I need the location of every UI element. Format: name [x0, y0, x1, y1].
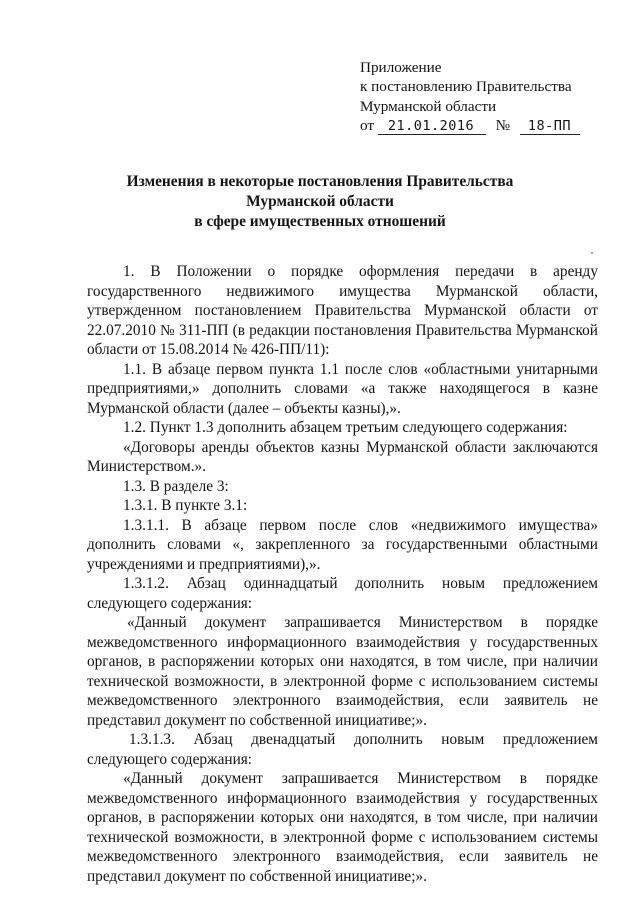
- paragraph-1-3: 1.3. В разделе 3:: [123, 477, 229, 495]
- title-line-1: Изменения в некоторые постановления Правительства: [126, 173, 514, 190]
- title-line-2: Мурманской области: [246, 192, 394, 210]
- appendix-line-1: Приложение: [360, 59, 442, 76]
- appendix-line-2: к постановлению Правительства: [360, 78, 572, 96]
- resolution-number: 18-ПП: [520, 118, 580, 135]
- title-line-3: в сфере имущественных отношений: [194, 212, 446, 230]
- resolution-date: 21.01.2016: [378, 118, 486, 135]
- paragraph-1-3-1-3-quote: «Данный документ запрашивается Министерством в порядке межведомственного информационного взаимодействия у государственных органов, в распоряжении которых они находятся, в том числе, при наличии технической возможности, в электронной форме с использованием системы межведомственного электронного взаимодействия, если заявитель не представил документ по собственной инициативе;».: [87, 770, 598, 885]
- paragraph-1-2: 1.2. Пункт 1.3 дополнить абзацем третьим следующего содержания:: [123, 419, 568, 436]
- scan-speck: [591, 252, 593, 254]
- document-title: [92, 172, 548, 231]
- paragraph-1-1: 1.1. В абзаце первом пункта 1.1 после слов «областными унитарными предприятиями,» дополнить словами «а также находящегося в казне Мурманской области (далее – объекты казны),».: [87, 360, 598, 417]
- appendix-block: [360, 58, 610, 136]
- paragraph-1-3-1-1: 1.3.1.1. В абзаце первом после слов «недвижимого имущества» дополнить словами «, закрепленного за государственными областными учреждениями и предприятиями),».: [87, 516, 598, 573]
- paragraph-1-3-1-2-quote: «Данный документ запрашивается Министерством в порядке межведомственного информационного взаимодействия у государственных органов, в распоряжении которых они находятся, в том числе, при наличии технической возможности, в электронной форме с использованием системы межведомственного электронного взаимодействия, если заявитель не представил документ по собственной инициативе;».: [87, 614, 598, 729]
- paragraph-1-2-quote: «Договоры аренды объектов казны Мурманской области заключаются Министерством.».: [87, 438, 598, 475]
- paragraph-1-3-1: 1.3.1. В пункте 3.1:: [123, 497, 248, 514]
- document-body: [87, 262, 598, 886]
- number-label: №: [495, 117, 511, 135]
- paragraph-1-3-1-3: 1.3.1.3. Абзац двенадцатый дополнить новым предложением следующего содержания:: [87, 731, 598, 768]
- appendix-line-3: Мурманской области: [360, 97, 497, 115]
- paragraph-1: 1. В Положении о порядке оформления передачи в аренду государственного недвижимого имущества Мурманской области, утвержденном постановлением Правительства Мурманской области от 22.07.2010 № 311-ПП (в редакции постановления Правительства Мурманской области от 15.08.2014 № 426-ПП/11):: [87, 263, 598, 358]
- from-label: от: [360, 117, 375, 135]
- paragraph-1-3-1-2: 1.3.1.2. Абзац одиннадцатый дополнить новым предложением следующего содержания:: [87, 575, 598, 612]
- appendix-date-row: [360, 116, 610, 135]
